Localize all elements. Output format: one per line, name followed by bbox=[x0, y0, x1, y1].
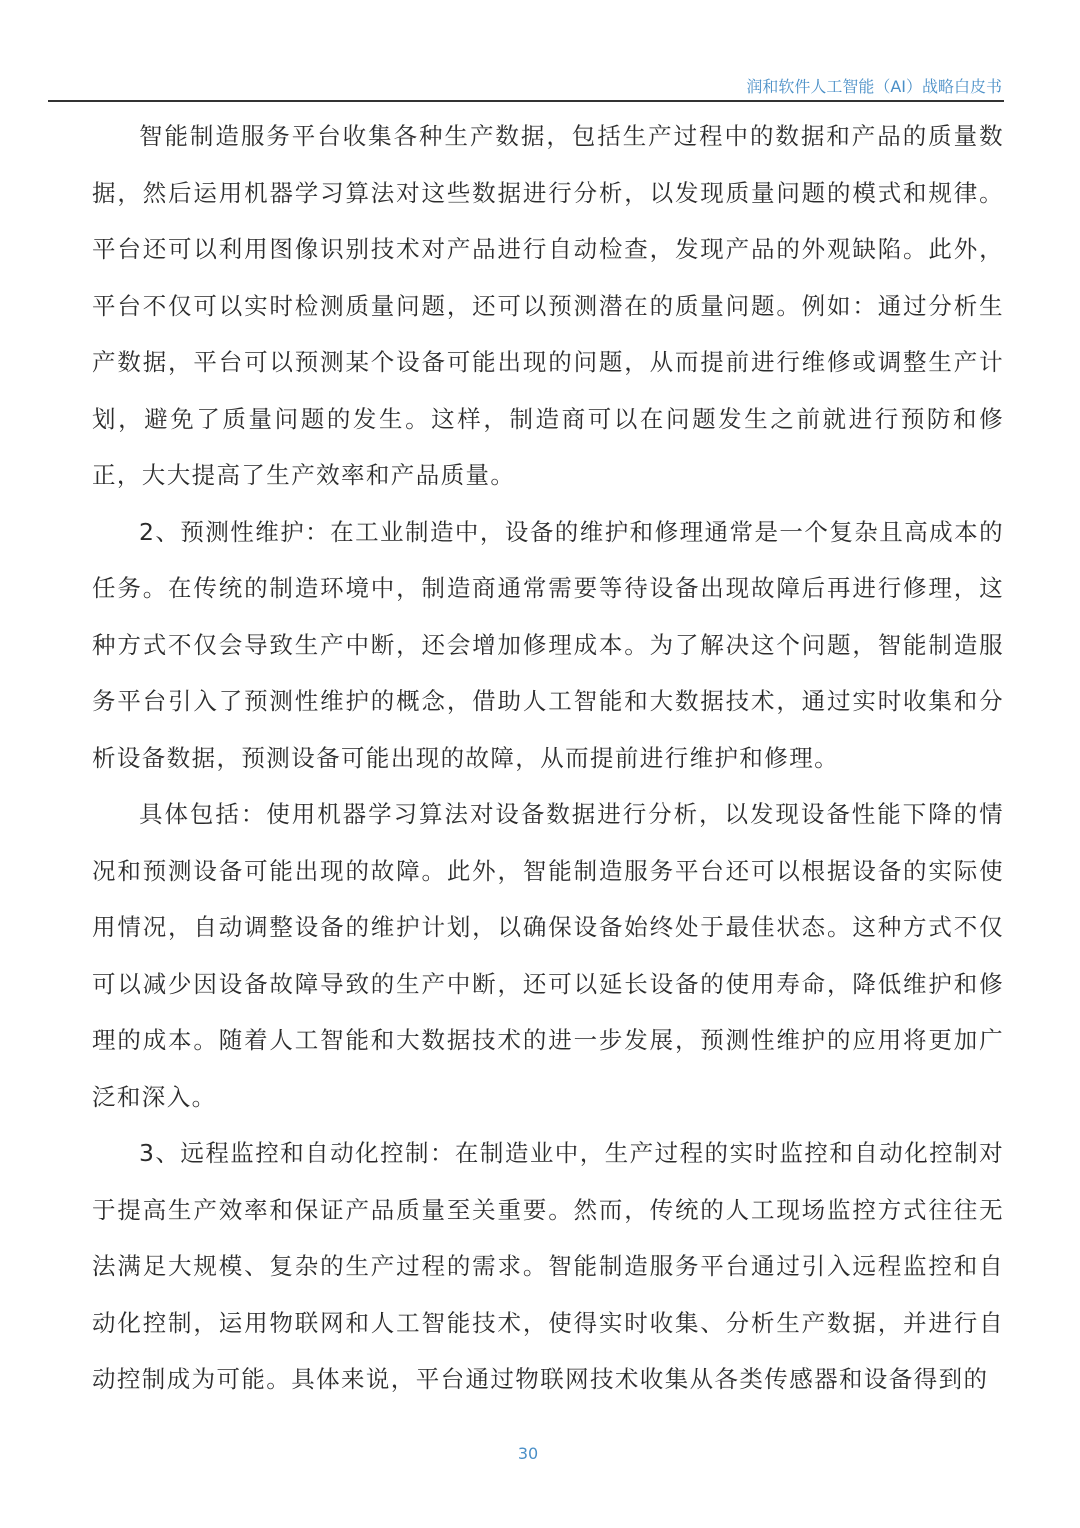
page-body bbox=[92, 108, 1004, 1408]
header-divider bbox=[48, 100, 1004, 102]
paragraph-remote-monitoring: 3、远程监控和自动化控制：在制造业中，生产过程的实时监控和自动化控制对于提高生产效率和保证产品质量至关重要。然而，传统的人工现场监控方式往往无法满足大规模、复杂的生产过程的需求。智能制造服务平台通过引入远程监控和自动化控制，运用物联网和人工智能技术，使得实时收集、分析生产数据，并进行自动控制成为可能。具体来说，平台通过物联网技术收集从各类传感器和设备得到的 bbox=[92, 1139, 1004, 1393]
page-header-title: 润和软件人工智能（AI）战略白皮书 bbox=[746, 77, 1002, 96]
page-number: 30 bbox=[517, 1444, 539, 1463]
paragraph-quality-inspection: 智能制造服务平台收集各种生产数据，包括生产过程中的数据和产品的质量数据，然后运用机器学习算法对这些数据进行分析，以发现质量问题的模式和规律。平台还可以利用图像识别技术对产品进行自动检查，发现产品的外观缺陷。此外，平台不仅可以实时检测质量问题，还可以预测潜在的质量问题。例如：通过分析生产数据，平台可以预测某个设备可能出现的问题，从而提前进行维修或调整生产计划，避免了质量问题的发生。这样，制造商可以在问题发生之前就进行预防和修正，大大提高了生产效率和产品质量。 bbox=[92, 122, 1004, 489]
paragraph-predictive-maintenance: 2、预测性维护：在工业制造中，设备的维护和修理通常是一个复杂且高成本的任务。在传统的制造环境中，制造商通常需要等待设备出现故障后再进行修理，这种方式不仅会导致生产中断，还会增加修理成本。为了解决这个问题，智能制造服务平台引入了预测性维护的概念，借助人工智能和大数据技术，通过实时收集和分析设备数据，预测设备可能出现的故障，从而提前进行维护和修理。 bbox=[92, 517, 1004, 772]
paragraph-maintenance-details: 具体包括：使用机器学习算法对设备数据进行分析，以发现设备性能下降的情况和预测设备可能出现的故障。此外，智能制造服务平台还可以根据设备的实际使用情况，自动调整设备的维护计划，以确保设备始终处于最佳状态。这种方式不仅可以减少因设备故障导致的生产中断，还可以延长设备的使用寿命，降低维护和修理的成本。随着人工智能和大数据技术的进一步发展，预测性维护的应用将更加广泛和深入。 bbox=[92, 800, 1004, 1111]
